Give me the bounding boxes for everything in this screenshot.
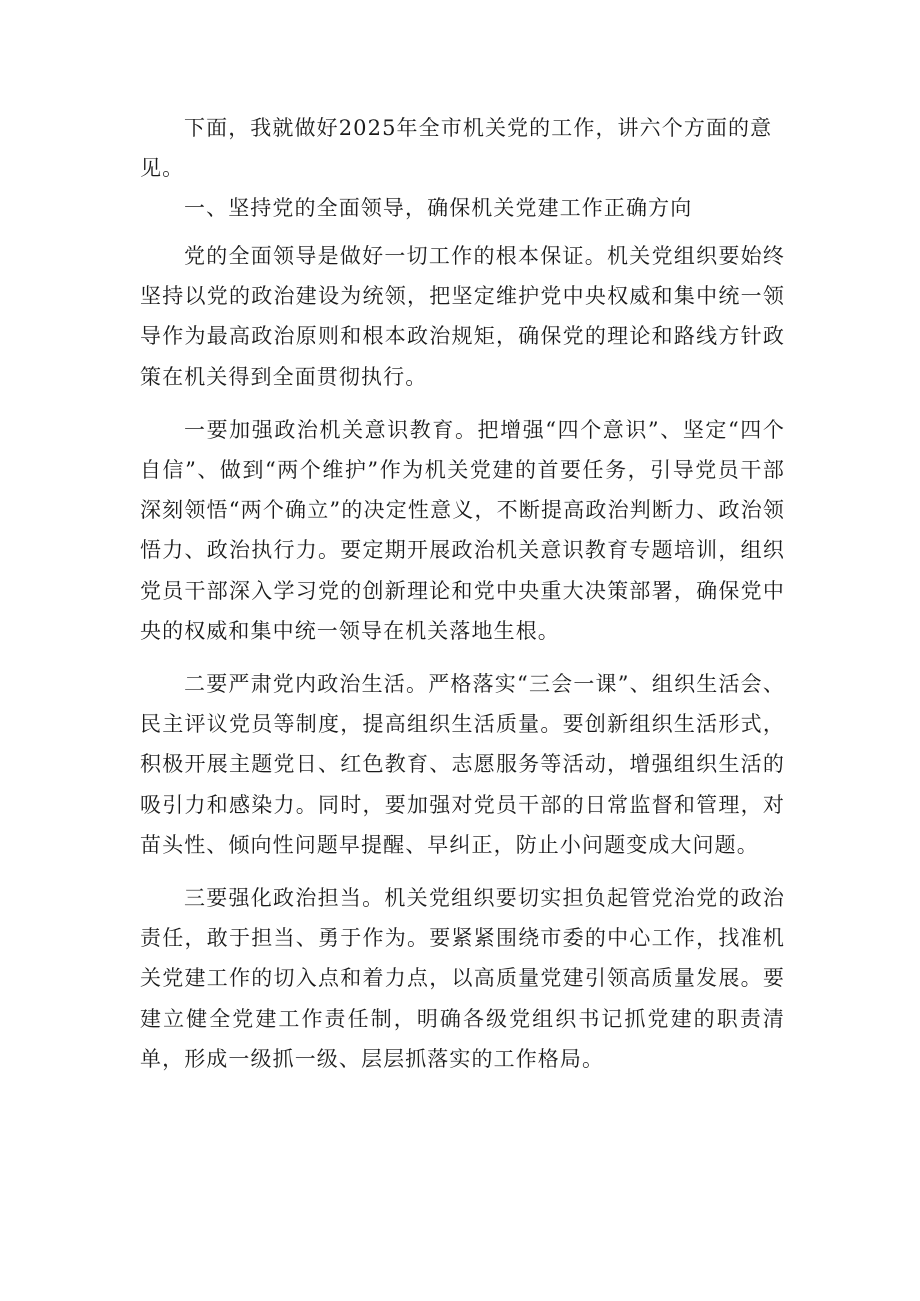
body-paragraph-3: 二要严肃党内政治生活。严格落实“三会一课”、组织生活会、民主评议党员等制度，提高组织生活质量。要创新组织生活形式，积极开展主题党日、红色教育、志愿服务等活动，增强组织生活的吸引力和感染力。同时，要加强对党员干部的日常监督和管理，对苗头性、倾向性问题早提醒、早纠正，防止小问题变成大问题。 <box>140 672 785 857</box>
intro-paragraph: 下面，我就做好2025年全市机关党的工作，讲六个方面的意见。 <box>140 116 773 180</box>
body-paragraph-4: 三要强化政治担当。机关党组织要切实担负起管党治党的政治责任，敢于担当、勇于作为。要紧紧围绕市委的中心工作，找准机关党建工作的切入点和着力点，以高质量党建引领高质量发展。要建立健全党建工作责任制，明确各级党组织书记抓党建的职责清单，形成一级抓一级、层层抓落实的工作格局。 <box>140 886 785 1071</box>
body-paragraph-1: 党的全面领导是做好一切工作的根本保证。机关党组织要始终坚持以党的政治建设为统领，把坚定维护党中央权威和集中统一领导作为最高政治原则和根本政治规矩，确保党的理论和路线方针政策在机关得到全面贯彻执行。 <box>140 244 785 389</box>
body-paragraph-2: 一要加强政治机关意识教育。把增强“四个意识”、坚定“四个自信”、做到“两个维护”作为机关党建的首要任务，引导党员干部深刻领悟“两个确立”的决定性意义，不断提高政治判断力、政治领悟力、政治执行力。要定期开展政治机关意识教育专题培训，组织党员干部深入学习党的创新理论和党中央重大决策部署，确保党中央的权威和集中统一领导在机关落地生根。 <box>140 417 785 643</box>
document-body <box>140 108 785 1079</box>
section-heading: 一、坚持党的全面领导，确保机关党建工作正确方向 <box>184 196 693 220</box>
